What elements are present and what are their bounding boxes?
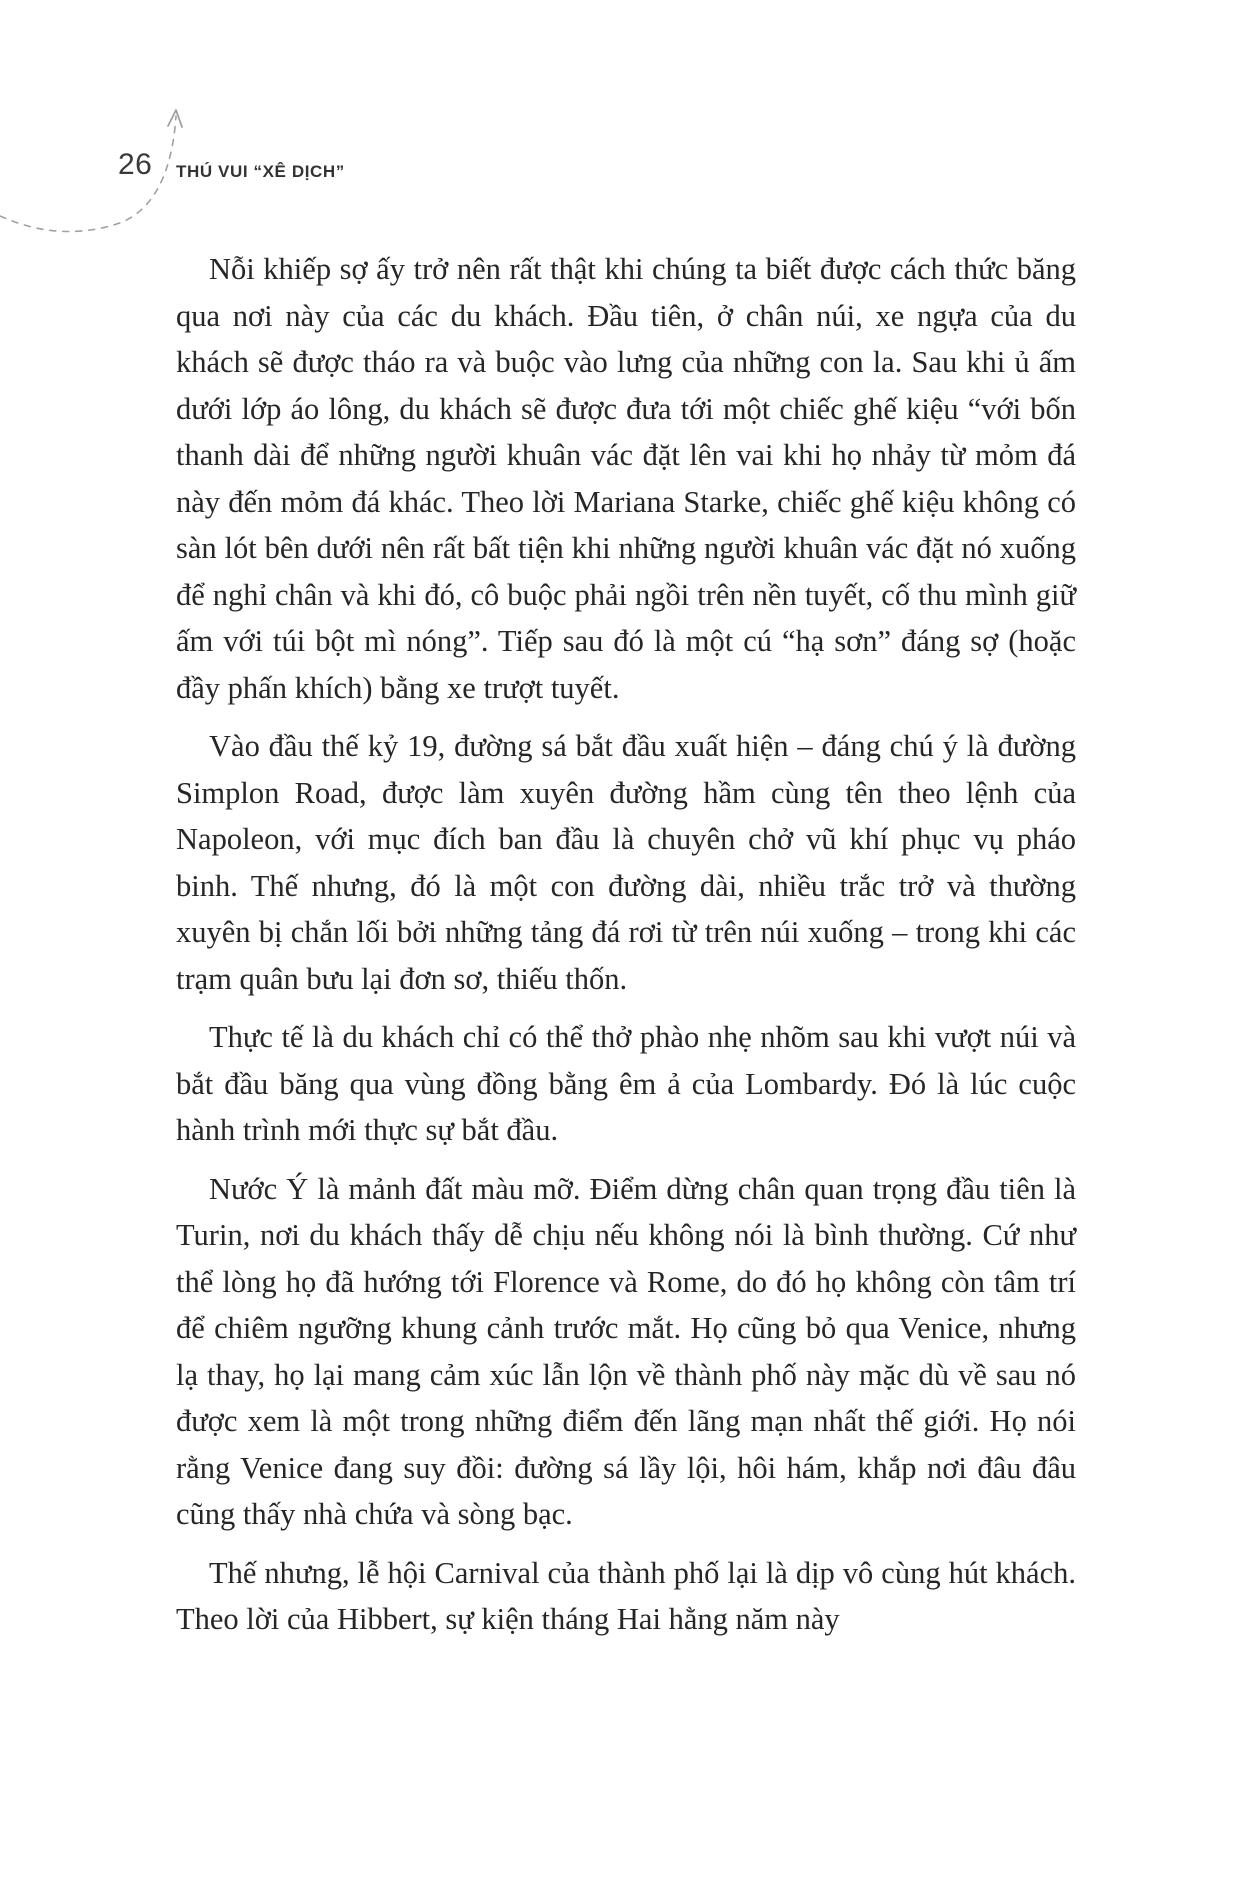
page-number: 26 (118, 148, 153, 181)
body-text (176, 246, 1076, 1655)
paragraph: Thế nhưng, lễ hội Carnival của thành phố lại là dịp vô cùng hút khách. Theo lời của Hibbert, sự kiện tháng Hai hằng năm này (176, 1555, 1076, 1636)
paragraph: Nỗi khiếp sợ ấy trở nên rất thật khi chúng ta biết được cách thức băng qua nơi này của các du khách. Đầu tiên, ở chân núi, xe ngựa của du khách sẽ được tháo ra và buộc vào lưng của những con la. Sau khi ủ ấm dưới lớp áo lông, du khách sẽ được đưa tới một chiếc ghế kiệu “với bốn thanh dài để những người khuân vác đặt lên vai khi họ nhảy từ mỏm đá này đến mỏm đá khác. Theo lời Mariana Starke, chiếc ghế kiệu không có sàn lót bên dưới nên rất bất tiện khi những người khuân vác đặt nó xuống để nghỉ chân và khi đó, cô buộc phải ngồi trên nền tuyết, cố thu mình giữ ấm với túi bột mì nóng”. Tiếp sau đó là một cú “hạ sơn” đáng sợ (hoặc đầy phấn khích) bằng xe trượt tuyết. (176, 252, 1076, 705)
running-title: THÚ VUI “XÊ DỊCH” (176, 162, 345, 181)
dashed-arc-arrow-icon (0, 108, 200, 238)
paragraph: Thực tế là du khách chỉ có thể thở phào nhẹ nhõm sau khi vượt núi và bắt đầu băng qua vùng đồng bằng êm ả của Lombardy. Đó là lúc cuộc hành trình mới thực sự bắt đầu. (176, 1020, 1076, 1147)
paragraph: Nước Ý là mảnh đất màu mỡ. Điểm dừng chân quan trọng đầu tiên là Turin, nơi du khách thấy dễ chịu nếu không nói là bình thường. Cứ như thể lòng họ đã hướng tới Florence và Rome, do đó họ không còn tâm trí để chiêm ngưỡng khung cảnh trước mắt. Họ cũng bỏ qua Venice, nhưng lạ thay, họ lại mang cảm xúc lẫn lộn về thành phố này mặc dù về sau nó được xem là một trong những điểm đến lãng mạn nhất thế giới. Họ nói rằng Venice đang suy đồi: đường sá lầy lội, hôi hám, khắp nơi đâu đâu cũng thấy nhà chứa và sòng bạc. (176, 1171, 1076, 1531)
paragraph: Vào đầu thế kỷ 19, đường sá bắt đầu xuất hiện – đáng chú ý là đường Simplon Road, được làm xuyên đường hầm cùng tên theo lệnh của Napoleon, với mục đích ban đầu là chuyên chở vũ khí phục vụ pháo binh. Thế nhưng, đó là một con đường dài, nhiều trắc trở và thường xuyên bị chắn lối bởi những tảng đá rơi từ trên núi xuống – trong khi các trạm quân bưu lại đơn sơ, thiếu thốn. (176, 729, 1076, 996)
